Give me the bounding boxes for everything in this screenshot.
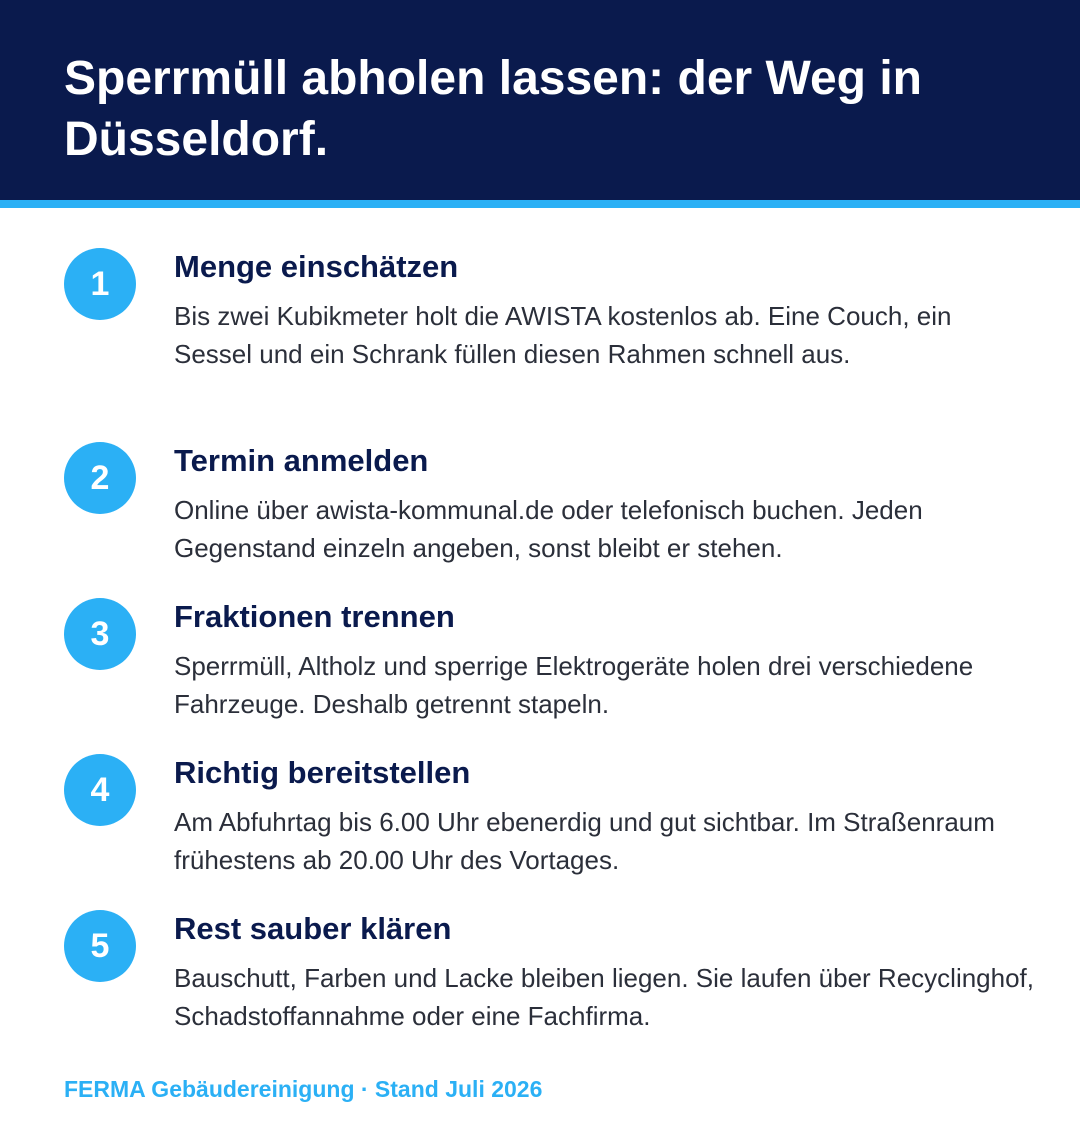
header-banner	[0, 0, 1080, 200]
step-number-badge: 2	[64, 442, 136, 514]
step-number-badge: 5	[64, 910, 136, 982]
step-description: Online über awista-kommunal.de oder telefonisch buchen. Jeden Gegenstand einzeln angeben, sonst bleibt er stehen.	[174, 495, 923, 563]
step-number-badge: 1	[64, 248, 136, 320]
step-description: Sperrmüll, Altholz und sperrige Elektrogeräte holen drei verschiedene Fahrzeuge. Deshalb getrennt stapeln.	[174, 651, 974, 719]
step-description: Bis zwei Kubikmeter holt die AWISTA kostenlos ab. Eine Couch, ein Sessel und ein Schrank füllen diesen Rahmen schnell aus.	[174, 301, 952, 369]
step-title: Fraktionen trennen	[174, 599, 455, 634]
step-title: Termin anmelden	[174, 443, 429, 478]
step-title: Richtig bereitstellen	[174, 755, 471, 790]
footer-credit: FERMA Gebäudereinigung · Stand Juli 2026	[64, 1076, 543, 1102]
step-number-badge: 4	[64, 754, 136, 826]
step-description: Bauschutt, Farben und Lacke bleiben liegen. Sie laufen über Recyclinghof, Schadstoffannahme oder eine Fachfirma.	[174, 963, 1035, 1031]
step-title: Menge einschätzen	[174, 249, 459, 284]
accent-divider	[0, 200, 1080, 208]
page-title: Sperrmüll abholen lassen: der Weg in Düsseldorf.	[64, 52, 922, 166]
step-title: Rest sauber klären	[174, 911, 452, 946]
step-number-badge: 3	[64, 598, 136, 670]
step-description: Am Abfuhrtag bis 6.00 Uhr ebenerdig und gut sichtbar. Im Straßenraum frühestens ab 20.00 Uhr des Vortages.	[174, 807, 995, 875]
